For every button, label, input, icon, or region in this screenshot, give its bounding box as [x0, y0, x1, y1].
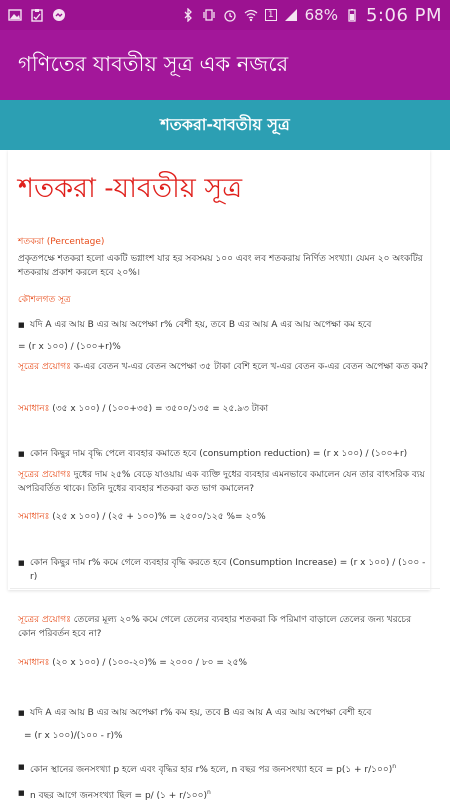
solution-1-label: সমাধানঃ — [18, 404, 50, 414]
application-3 — [18, 613, 430, 641]
rule-5-exponent: n — [392, 763, 397, 770]
messenger-icon — [52, 8, 66, 22]
battery-icon — [345, 8, 359, 22]
application-3-text: তেলের মূল্য ২০% কমে গেলে তেলের ব্যবহার শতকরা কি পরিমাণ বাড়ালে তেলের জন্য খরচের কোন পরিবর্তন হবে না? — [18, 615, 412, 639]
application-1-label: সূত্রের প্রয়োগঃ — [18, 362, 71, 372]
solution-2-text: (২৫ x ১০০) / (২৫ + ১০০)% = ২৫০০/১২৫ %= ২০% — [49, 512, 266, 522]
solution-3 — [18, 656, 430, 670]
rule-4: ■ যদি A এর আয় B এর আয় অপেক্ষা r% কম হয়, তবে B এর আয় A এর আয় অপেক্ষা বেশী হবে — [30, 706, 430, 720]
solution-3-label: সমাধানঃ — [18, 658, 50, 668]
page-title: শতকরা -যাবতীয় সূত্র — [18, 173, 243, 204]
rule-5-text: কোন স্থানের জনসংখ্যা p হলে এবং বৃদ্ধির হার r% হলে, n বছর পর জনসংখ্যা হবে = p(১ + r/১০০) — [30, 765, 393, 775]
rule-3: ■ কোন কিছুর দাম r% কমে গেলে ব্যবহার বৃদ্ধি করতে হবে (Consumption Increase) = (r x ১০০) / (১০০ - r) — [30, 556, 430, 584]
application-2-label: সূত্রের প্রয়োগঃ — [18, 470, 71, 480]
application-1-text: ক-এর বেতন খ-এর বেতন অপেক্ষা ৩৫ টাকা বেশি হলে খ-এর বেতন ক-এর বেতন অপেক্ষা কত কম? — [70, 362, 429, 372]
solution-3-text: (২০ x ১০০) / (১০০-২০)% = ২০০০ / ৮০ = ২৫% — [49, 658, 248, 668]
rule-6-exponent: n — [206, 789, 211, 796]
app-title: গণিতের যাবতীয় সূত্র এক নজরে — [18, 51, 289, 76]
app-bar — [0, 30, 450, 100]
signal-icon — [284, 8, 298, 22]
solution-2 — [18, 510, 430, 524]
image-icon — [8, 8, 22, 22]
rule-6 — [30, 786, 430, 800]
bluetooth-icon — [181, 8, 195, 22]
rule-6-text: n বছর আগে জনসংখ্যা ছিল = p/ (১ + r/১০০) — [30, 791, 207, 800]
solution-1 — [18, 402, 430, 416]
status-right — [181, 5, 442, 26]
formula-4: = (r x ১০০)/(১০০ - r)% — [24, 731, 123, 741]
rule-1: ■ যদি A এর আয় B এর আয় অপেক্ষা r% বেশী হয়, তবে B এর আয় A এর আয় অপেক্ষা কম হবে — [30, 318, 430, 332]
application-2-text: দুধের দাম ২৫% বেড়ে যাওয়ায় এক ব্যক্তি দুধের ব্যবহার এমনভাবে কমালেন যেন তার বাৎসরিক ব্যয় অপরিবর্তিত থাকে। তিনি দুধের ব্যবহার শতকরা কত ভাগ কমালেন? — [18, 470, 425, 494]
section-label: শতকরা (Percentage) — [18, 237, 105, 247]
tricks-label: কৌশলগত সূত্র — [18, 295, 71, 305]
alarm-icon — [223, 8, 237, 22]
rule-2: ■ কোন কিছুর দাম বৃদ্ধি পেলে ব্যবহার কমাতে হবে (consumption reduction) = (r x ১০০) / (১০০+r) — [30, 447, 430, 461]
application-2 — [18, 468, 430, 496]
wifi-icon — [244, 8, 258, 22]
status-bar — [0, 0, 450, 30]
intro-paragraph: প্রকৃতপক্ষে শতকরা হলো একটি ভগ্নাংশ যার হর সবসময় ১০০ এবং লব শতকরায় নির্ণিত সংখ্যা। যেমন ২০ অংকটির শতকরায় প্রকাশ করলে হবে ২০%। — [18, 254, 423, 278]
vibrate-icon — [202, 8, 216, 22]
battery-percent: 68% — [304, 6, 338, 24]
status-left-icons — [8, 8, 66, 22]
solution-2-label: সমাধানঃ — [18, 512, 50, 522]
section-header-title: শতকরা-যাবতীয় সূত্র — [160, 114, 290, 134]
solution-1-text: (৩৫ x ১০০) / (১০০+৩৫) = ৩৫০০/১৩৫ = ২৫.৯৩ টাকা — [49, 404, 269, 414]
rule-5 — [30, 760, 430, 777]
clipboard-icon — [30, 8, 44, 22]
formula-1: = (r x ১০০) / (১০০+r)% — [18, 342, 121, 352]
application-3-label: সূত্রের প্রয়োগঃ — [18, 615, 71, 625]
sim-slot-badge: 1 — [265, 9, 277, 21]
application-1 — [18, 360, 430, 374]
divider — [10, 588, 440, 589]
section-header-bar — [0, 100, 450, 150]
clock: 5:06 PM — [365, 4, 442, 26]
